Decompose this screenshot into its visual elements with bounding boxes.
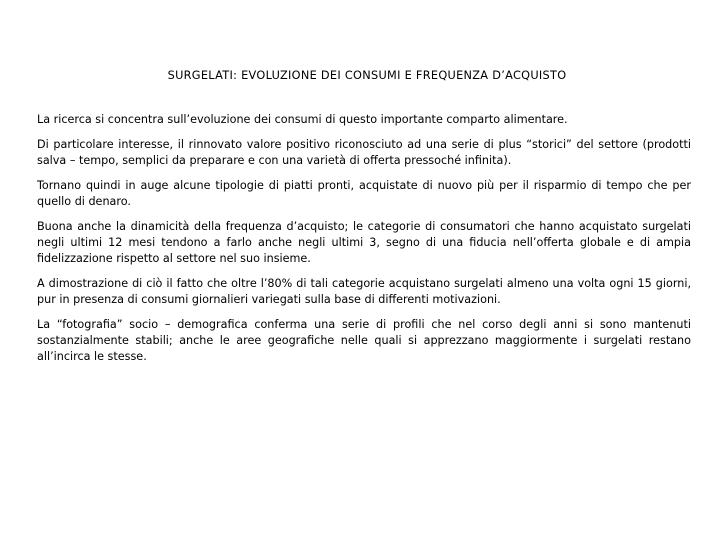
paragraph-6: La “fotografia” socio – demografica conferma una serie di profili che nel corso degli anni si sono mantenuti sostanzialmente stabili; anche le aree geografiche nelle quali si apprezzano maggiormente i surgelati restano all’incirca le stesse.	[37, 318, 691, 363]
paragraph-5: A dimostrazione di ciò il fatto che oltre l’80% di tali categorie acquistano surgelati almeno una volta ogni 15 giorni, pur in presenza di consumi giornalieri variegati sulla base di differenti motivazioni.	[37, 277, 691, 306]
paragraph-4: Buona anche la dinamicità della frequenza d’acquisto; le categorie di consumatori che hanno acquistato surgelati negli ultimi 12 mesi tendono a farlo anche negli ultimi 3, segno di una fiducia nell’offerta globale e di ampia fidelizzazione rispetto al settore nel suo insieme.	[37, 220, 691, 265]
paragraph-1: La ricerca si concentra sull’evoluzione dei consumi di questo importante comparto alimentare.	[37, 113, 568, 126]
page-title: SURGELATI: EVOLUZIONE DEI CONSUMI E FREQUENZA D’ACQUISTO	[167, 69, 567, 82]
paragraph-3: Tornano quindi in auge alcune tipologie di piatti pronti, acquistate di nuovo più per il risparmio di tempo che per quello di denaro.	[37, 179, 691, 208]
document-body	[37, 112, 691, 374]
paragraph-2: Di particolare interesse, il rinnovato valore positivo riconosciuto ad una serie di plus “storici” del settore (prodotti salva – tempo, semplici da preparare e con una varietà di offerta pressoché infinita).	[37, 138, 691, 167]
